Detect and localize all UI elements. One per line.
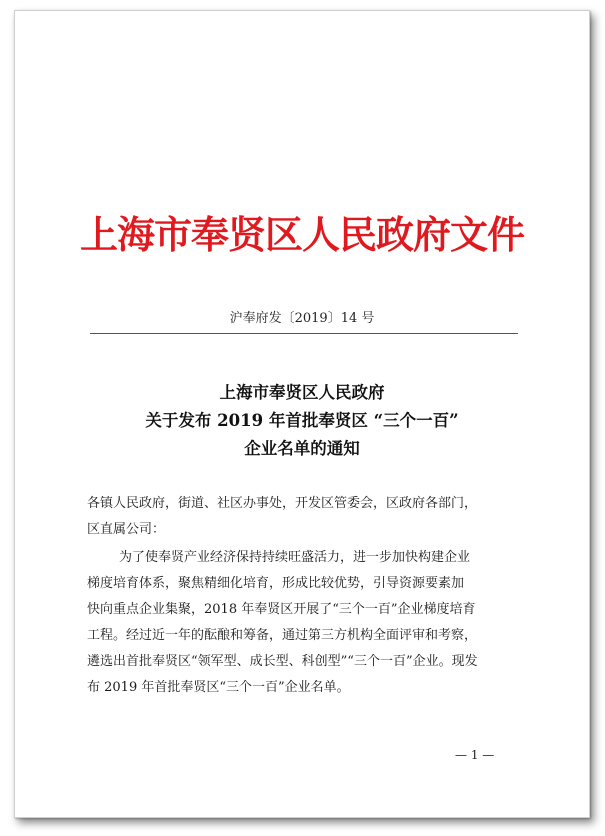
red-divider-line — [90, 333, 518, 334]
document-header-title: 上海市奉贤区人民政府文件 — [79, 212, 524, 257]
body-line-6: 布 2019 年首批奉贤区“三个一百”企业名单。 — [87, 680, 350, 695]
body-line-2: 梯度培育体系，聚焦精细化培育，形成比较优势，引导资源要素加 — [87, 576, 465, 591]
addressee-line-2: 区直属公司： — [87, 522, 166, 537]
body-line-3: 快向重点企业集聚，2018 年奉贤区开展了“三个一百”企业梯度培育 — [87, 602, 476, 617]
body-line-5: 遴选出首批奉贤区“领军型、成长型、科创型”“三个一百”企业。现发 — [87, 654, 478, 669]
page-number: — 1 — — [455, 748, 495, 762]
document-page — [14, 10, 590, 818]
body-line-4: 工程。经过近一年的酝酿和筹备，通过第三方机构全面评审和考察， — [87, 628, 478, 643]
notice-title-line-3: 企业名单的通知 — [244, 439, 360, 458]
document-number: 沪奉府发〔2019〕14 号 — [229, 311, 375, 326]
body-line-1: 为了使奉贤产业经济保持持续旺盛活力，进一步加快构建企业 — [119, 550, 471, 565]
notice-title-line-2: 关于发布 2019 年首批奉贤区 “三个一百” — [145, 411, 459, 430]
notice-title-line-1: 上海市奉贤区人民政府 — [219, 383, 385, 402]
addressee-line-1: 各镇人民政府，街道、社区办事处，开发区管委会，区政府各部门， — [87, 496, 478, 511]
